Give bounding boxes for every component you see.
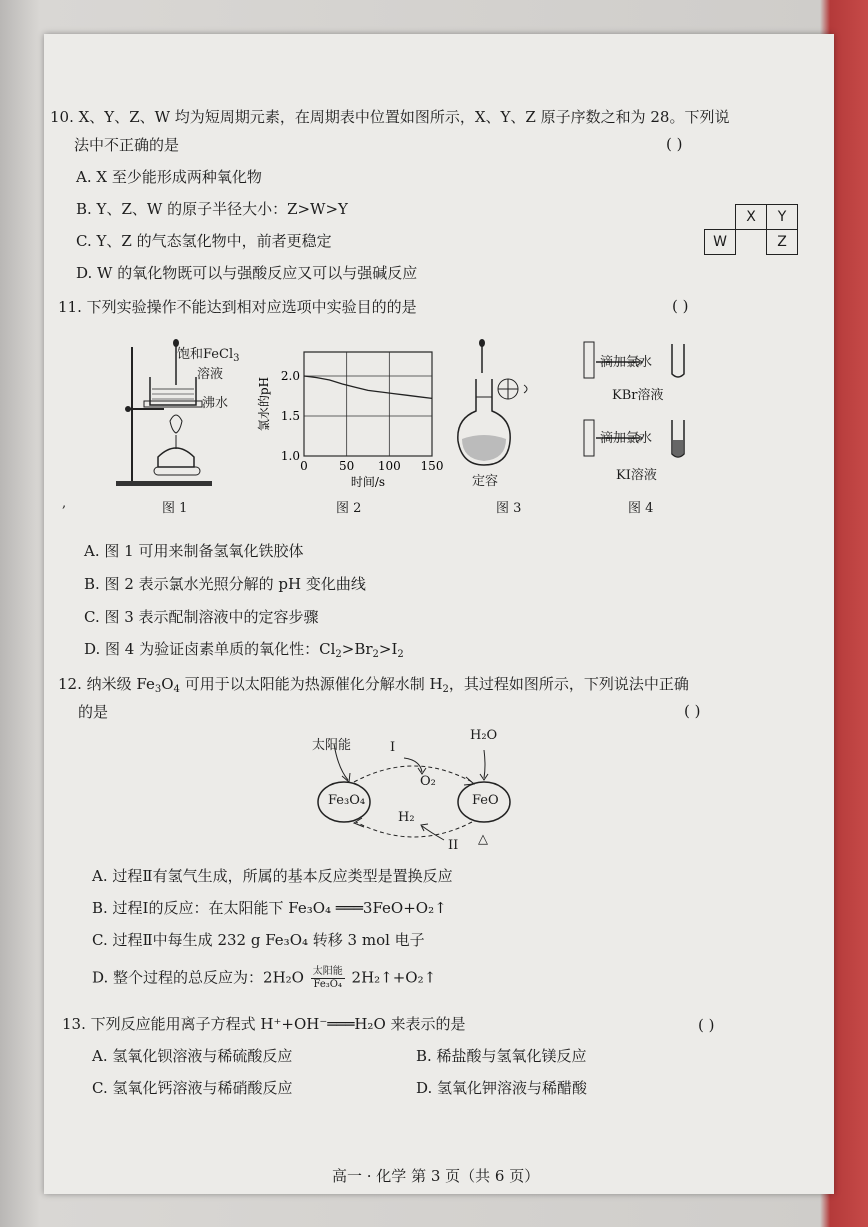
q12-option-b: B. 过程Ⅰ的反应：在太阳能下 Fe₃O₄ ═══3FeO+O₂↑: [92, 899, 447, 917]
q10-stem-line2: 法中不正确的是: [74, 136, 180, 154]
q12-stem-a: 12. 纳米级 Fe: [58, 675, 155, 693]
q11-option-d-b: >Br: [341, 640, 373, 658]
y-tick-label: 2.0: [280, 369, 300, 383]
chart-frame: [304, 352, 432, 456]
q11-option-d-c: >I: [378, 640, 398, 658]
x-tick-label: 150: [420, 459, 444, 473]
periodic-table-fragment: [704, 204, 798, 255]
exam-page: [44, 34, 834, 1194]
diagram-o2: O₂: [420, 774, 436, 789]
q10-option-d: D. W 的氧化物既可以与强酸反应又可以与强碱反应: [76, 264, 418, 282]
diagram-h2: H₂: [398, 810, 415, 825]
cell-y: Y: [767, 205, 798, 230]
diagram-process-ii: II: [448, 838, 459, 853]
q12-option-d-b: 2H₂↑+O₂↑: [351, 968, 437, 987]
fig1-label-fecl3: [177, 343, 239, 364]
fig1-caption: 图 1: [162, 501, 188, 516]
diagram-fe3o4: Fe₃O₄: [328, 793, 366, 808]
fig4-ki-solution: KI溶液: [616, 468, 657, 483]
diagram-feo: FeO: [472, 793, 499, 808]
fig1-label-fecl3-sub: 3: [233, 353, 240, 364]
q12-reaction-condition: [311, 966, 345, 991]
q12-stem-line1: [58, 674, 689, 700]
y-tick-label: 1.0: [280, 449, 300, 463]
q12-stem-line2: 的是: [78, 703, 109, 721]
q13-stem: 13. 下列反应能用离子方程式 H⁺+OH⁻═══H₂O 来表示的是: [62, 1015, 466, 1033]
q11-stem: 11. 下列实验操作不能达到相对应选项中实验目的的是: [58, 298, 417, 316]
fig1-label-solution: 溶液: [197, 367, 224, 382]
sub-2b: 2: [372, 649, 379, 660]
q13-option-a: A. 氢氧化钡溶液与稀硫酸反应: [92, 1047, 293, 1065]
q13-option-c: C. 氢氧化钙溶液与稀硝酸反应: [92, 1079, 293, 1097]
fig4-caption: 图 4: [628, 501, 654, 516]
x-tick-label: 50: [339, 459, 355, 473]
q10-stem-line1: 10. X、Y、Z、W 均为短周期元素，在周期表中位置如图所示，X、Y、Z 原子序数之和为 28。下列说: [50, 108, 730, 126]
q12-option-d-a: D. 整个过程的总反应为：2H₂O: [92, 968, 304, 987]
sub-2c: 2: [397, 649, 404, 660]
fig1-label-boiling-water: 沸水: [202, 396, 229, 411]
y-tick-label: 1.5: [280, 409, 300, 423]
fig3-volumetric-flask: [454, 339, 534, 469]
q13-option-b: B. 稀盐酸与氢氧化镁反应: [416, 1047, 587, 1065]
fig4-top-label: 滴加氯水: [600, 355, 653, 370]
q12-answer-paren: ( ): [684, 702, 701, 720]
q11-answer-paren: ( ): [672, 297, 689, 315]
q11-option-b: B. 图 2 表示氯水光照分解的 pH 变化曲线: [84, 575, 366, 593]
q13-option-d: D. 氢氧化钾溶液与稀醋酸: [416, 1079, 588, 1097]
page-footer: 高一 · 化学 第 3 页（共 6 页）: [332, 1167, 540, 1185]
q12-option-c: C. 过程Ⅱ中每生成 232 g Fe₃O₄ 转移 3 mol 电子: [92, 931, 425, 949]
q11-option-d: [84, 639, 404, 665]
condition-under: Fe₃O₄: [313, 979, 343, 990]
q12-stem-d: ，其过程如图所示，下列说法中正确: [448, 675, 689, 693]
q11-option-c: C. 图 3 表示配制溶液中的定容步骤: [84, 608, 319, 626]
diagram-h2o: H₂O: [470, 728, 498, 743]
q10-option-a: A. X 至少能形成两种氧化物: [76, 168, 262, 186]
q13-answer-paren: ( ): [698, 1016, 715, 1034]
stray-mark: ,: [62, 496, 67, 511]
fig1-label-fecl3-text: 饱和FeCl: [177, 347, 234, 362]
q10-answer-paren: ( ): [666, 135, 683, 153]
diagram-process-i: I: [390, 740, 396, 755]
fig3-caption: 图 3: [496, 501, 522, 516]
q12-option-d: [92, 966, 436, 991]
q12-sub-2: 2: [442, 684, 449, 695]
x-tick-label: 100: [377, 459, 401, 473]
fig3-label-dingrong: 定容: [472, 474, 499, 489]
cell-z: Z: [767, 230, 798, 255]
q12-sub-3: 3: [154, 684, 162, 695]
q11-option-a: A. 图 1 可用来制备氢氧化铁胶体: [84, 542, 304, 560]
q10-option-b: B. Y、Z、W 的原子半径大小：Z>W>Y: [76, 200, 348, 218]
fig4-kbr-solution: KBr溶液: [612, 388, 664, 403]
q12-sub-4: 4: [173, 684, 180, 695]
cell-w: W: [705, 230, 736, 255]
diagram-solar-energy: 太阳能: [312, 738, 352, 753]
q12-stem-c: 可用于以太阳能为热源催化分解水制 H: [179, 675, 443, 693]
q12-option-a: A. 过程Ⅱ有氢气生成，所属的基本反应类型是置换反应: [92, 867, 453, 885]
fig2-ph-chart: [254, 344, 444, 494]
fig2-caption: 图 2: [336, 501, 362, 516]
ph-series-line: [304, 376, 432, 398]
q11-option-d-a: D. 图 4 为验证卤素单质的氧化性：Cl: [84, 640, 336, 658]
condition-over: 太阳能: [312, 966, 343, 977]
y-axis-label: 氯水的pH: [257, 376, 271, 432]
q12-stem-b: O: [161, 675, 174, 693]
q10-option-c: C. Y、Z 的气态氢化物中，前者更稳定: [76, 232, 332, 250]
sub-2a: 2: [335, 649, 342, 660]
x-axis-label: 时间/s: [350, 475, 386, 489]
x-tick-label: 0: [300, 459, 308, 473]
cell-x: X: [736, 205, 767, 230]
fig4-bottom-label: 滴加氯水: [600, 431, 653, 446]
diagram-heat: △: [478, 832, 488, 847]
